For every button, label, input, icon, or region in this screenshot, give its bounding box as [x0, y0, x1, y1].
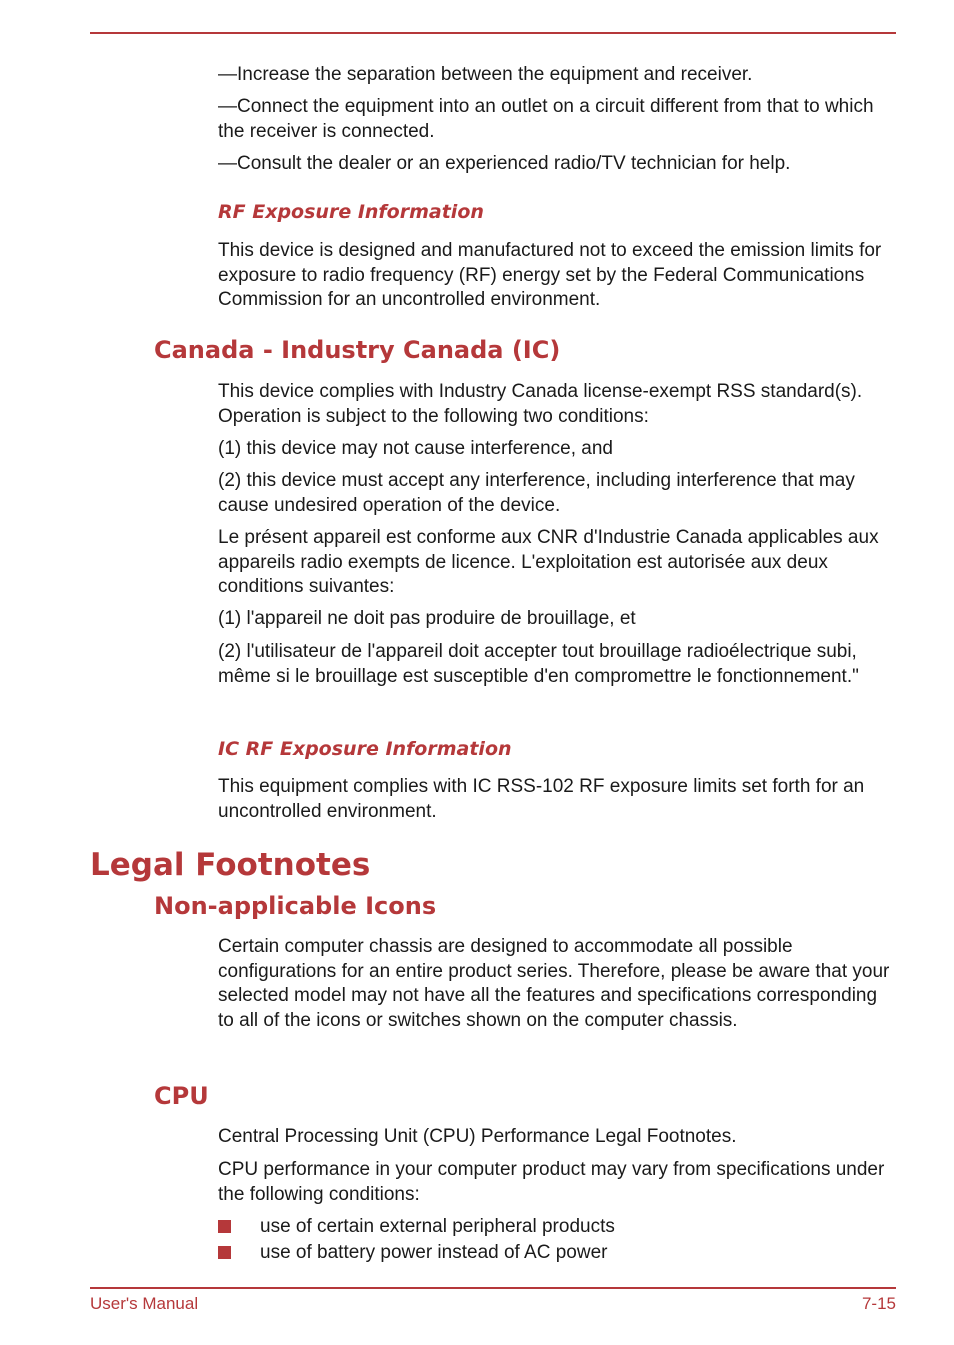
fcc-step-different-circuit: —Connect the equipment into an outlet on a circuit different from that to which the receiver is connected. — [218, 96, 874, 142]
ic-rf-exposure-heading: IC RF Exposure Information — [218, 738, 512, 760]
ic-rf-exposure-body: This equipment complies with IC RSS-102 RF exposure limits set forth for an uncontrolled environment. — [218, 776, 865, 822]
non-applicable-icons-heading: Non-applicable Icons — [154, 892, 437, 920]
canada-paragraph-1: This device complies with Industry Canada license-exempt RSS standard(s). Operation is subject to the following two conditions: — [218, 381, 863, 427]
footer-rule — [90, 1287, 896, 1289]
cpu-paragraph-1: Central Processing Unit (CPU) Performance Legal Footnotes. — [218, 1126, 737, 1147]
list-item-text: use of certain external peripheral products — [260, 1216, 615, 1237]
cpu-paragraph-2: CPU performance in your computer product may vary from specifications under the following conditions: — [218, 1159, 885, 1205]
canada-condition-1-french: (1) l'appareil ne doit pas produire de brouillage, et — [218, 608, 636, 629]
list-item — [218, 1240, 615, 1266]
legal-footnotes-heading: Legal Footnotes — [90, 847, 371, 883]
rf-exposure-heading: RF Exposure Information — [218, 201, 484, 223]
cpu-heading: CPU — [154, 1082, 209, 1110]
canada-condition-2-french: (2) l'utilisateur de l'appareil doit accepter tout brouillage radioélectrique subi, même si le brouillage est susceptible d'en compromettre le fonctionnement." — [218, 641, 859, 687]
header-rule — [90, 32, 896, 34]
footer-manual-title: User's Manual — [90, 1294, 199, 1313]
canada-condition-2: (2) this device must accept any interference, including interference that may cause undesired operation of the device. — [218, 470, 855, 516]
rf-exposure-body: This device is designed and manufactured not to exceed the emission limits for exposure to radio frequency (RF) energy set by the Federal Communications Commission for an uncontrolled environment. — [218, 240, 882, 310]
canada-heading: Canada - Industry Canada (IC) — [154, 336, 561, 364]
cpu-conditions-list — [218, 1214, 615, 1266]
square-bullet-icon — [218, 1246, 231, 1259]
list-item-text: use of battery power instead of AC power — [260, 1242, 608, 1263]
footer-page-number: 7-15 — [861, 1294, 896, 1313]
canada-paragraph-french: Le présent appareil est conforme aux CNR d'Industrie Canada applicables aux appareils radio exempts de licence. L'exploitation est autorisée aux deux conditions suivantes: — [218, 527, 879, 597]
non-applicable-icons-body: Certain computer chassis are designed to accommodate all possible configurations for an entire product series. Therefore, please be aware that your selected model may not have all the features and specifications corresponding to all of the icons or switches shown on the computer chassis. — [218, 936, 890, 1031]
list-item — [218, 1214, 615, 1240]
canada-condition-1: (1) this device may not cause interference, and — [218, 438, 613, 459]
fcc-step-consult-dealer: —Consult the dealer or an experienced radio/TV technician for help. — [218, 153, 791, 174]
fcc-step-increase-separation: —Increase the separation between the equipment and receiver. — [218, 64, 753, 85]
square-bullet-icon — [218, 1220, 231, 1233]
